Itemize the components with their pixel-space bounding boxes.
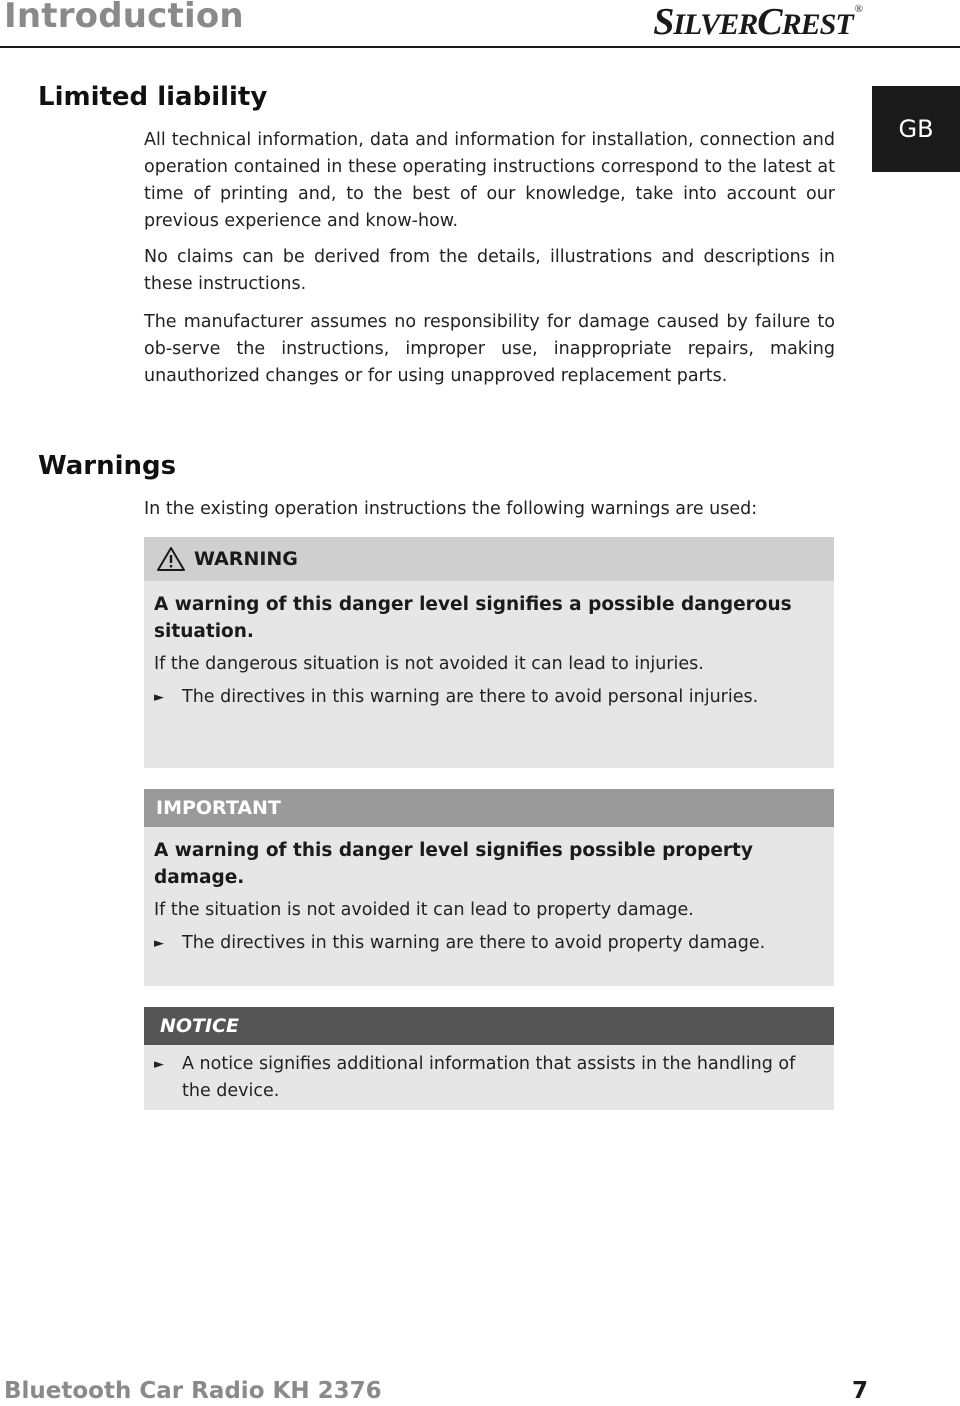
brand-letters-ilver: ILVER — [673, 8, 758, 41]
notice-box-header: NOTICE — [144, 1007, 834, 1045]
paragraph-technical-info: All technical information, data and information for installation, connection and operation contained in these operating instructions correspond to the latest at time of printing and, to the best of our knowledge, take into account our previous experience and know-how. — [144, 130, 835, 231]
important-bullet — [144, 924, 834, 957]
notice-bullet-text: A notice signifies additional information that assists in the handling of the device. — [182, 1054, 796, 1101]
paragraph-no-claims: No claims can be derived from the details, illustrations and descriptions in these instructions. — [144, 247, 835, 294]
important-bullet-text: The directives in this warning are there to avoid property damage. — [182, 933, 766, 953]
important-text: If the situation is not avoided it can lead to property damage. — [154, 900, 694, 920]
notice-bullet — [144, 1045, 834, 1105]
important-box — [144, 789, 834, 986]
page-title: Introduction — [4, 0, 244, 36]
brand-letter-c: C — [757, 1, 782, 43]
important-box-header: IMPORTANT — [144, 789, 834, 827]
notice-box — [144, 1007, 834, 1110]
arrow-right-icon: ► — [154, 1057, 164, 1072]
language-tab: GB — [872, 86, 960, 172]
warning-bullet-text: The directives in this warning are there to avoid personal injuries. — [182, 687, 759, 707]
page-number: 7 — [852, 1378, 869, 1404]
warning-box — [144, 537, 834, 768]
paragraph-manufacturer: The manufacturer assumes no responsibility for damage caused by failure to ob-serve the instructions, improper use, inappropriate repairs, making unauthorized changes or for using unapproved replacement parts. — [144, 312, 835, 386]
arrow-right-icon: ► — [154, 690, 164, 705]
registered-mark: ® — [854, 3, 862, 15]
footer-model-name: Bluetooth Car Radio KH 2376 — [4, 1378, 382, 1404]
warning-box-header — [144, 537, 834, 581]
warning-bullet — [144, 678, 834, 711]
paragraph-warnings-intro: In the existing operation instructions the following warnings are used: — [144, 499, 758, 519]
brand-letters-rest: REST — [781, 8, 853, 41]
warning-label: WARNING — [194, 548, 298, 570]
section-heading-limited-liability: Limited liability — [38, 82, 268, 112]
header-divider — [0, 46, 960, 48]
section-heading-warnings: Warnings — [38, 451, 177, 481]
brand-letter-s: S — [653, 1, 674, 43]
brand-logo — [653, 0, 862, 44]
warning-text: If the dangerous situation is not avoided it can lead to injuries. — [154, 654, 704, 674]
important-bold-text: A warning of this danger level signifies possible property damage. — [154, 840, 753, 888]
warning-triangle-icon — [156, 546, 186, 572]
warning-bold-text: A warning of this danger level signifies a possible dangerous situation. — [154, 594, 792, 642]
arrow-right-icon: ► — [154, 936, 164, 951]
